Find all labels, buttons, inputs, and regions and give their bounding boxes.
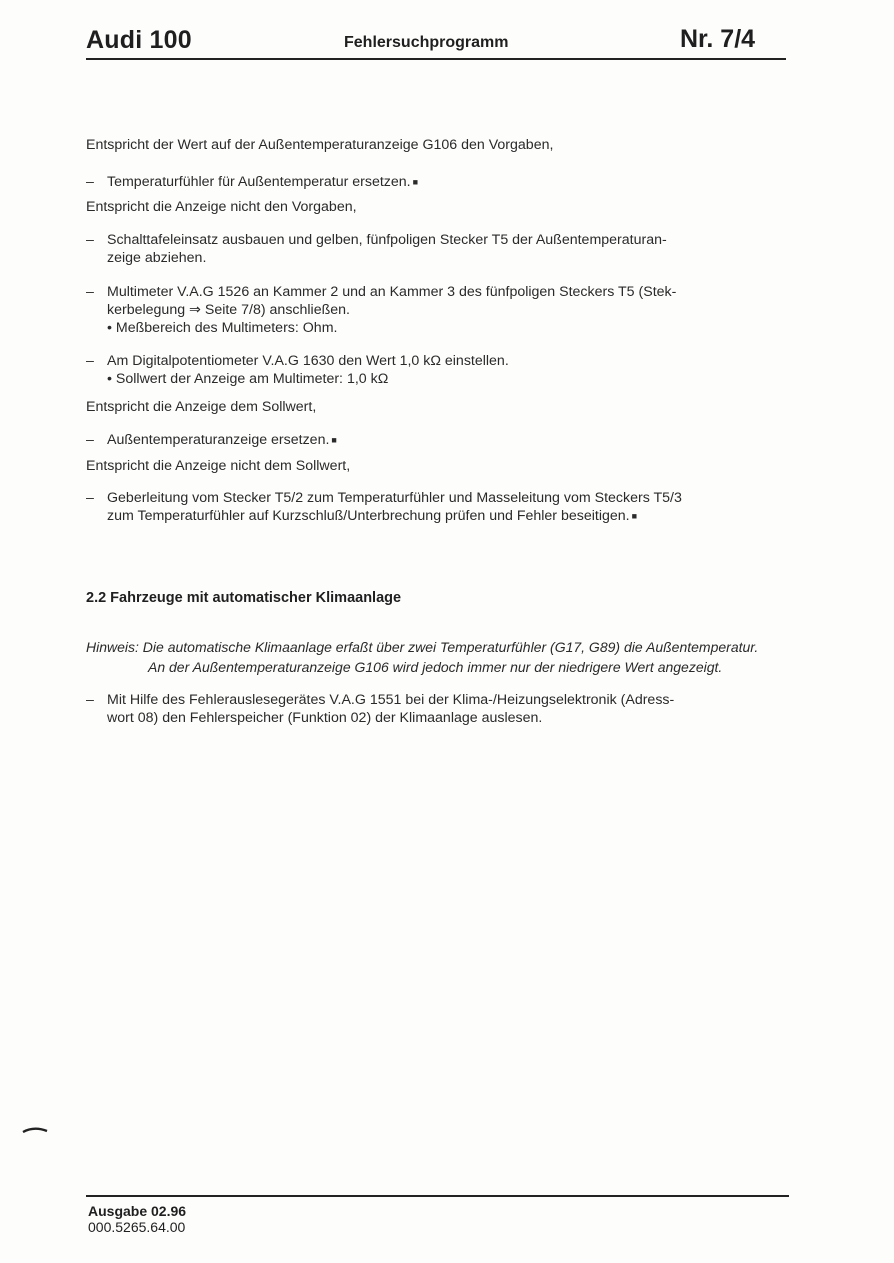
item-text: Temperaturfühler für Außentemperatur ersetzen. <box>107 174 411 190</box>
dash-marker: – <box>86 284 94 300</box>
section-heading: 2.2 Fahrzeuge mit automatischer Klimaanlage <box>86 590 402 606</box>
edition-label: Ausgabe 02.96 <box>88 1203 187 1219</box>
condition-text: Entspricht die Anzeige nicht den Vorgaben, <box>86 199 357 215</box>
list-item <box>86 231 766 267</box>
end-mark-icon: ■ <box>412 177 419 187</box>
dash-marker: – <box>86 174 94 190</box>
dash-marker: – <box>86 432 94 448</box>
condition-text: Entspricht die Anzeige dem Sollwert, <box>86 399 317 415</box>
item-text: Geberleitung vom Stecker T5/2 zum Temperaturfühler und Masseleitung vom Steckers T5/3 <box>107 490 682 506</box>
condition-text: Entspricht der Wert auf der Außentemperaturanzeige G106 den Vorgaben, <box>86 137 554 153</box>
header-rule <box>86 58 786 60</box>
item-text: kerbelegung ⇒ Seite 7/8) anschließen. <box>107 302 350 318</box>
document-title: Fehlersuchprogramm <box>344 34 509 51</box>
list-item <box>86 352 766 388</box>
list-item <box>86 283 766 337</box>
list-item <box>86 691 766 727</box>
footer-rule <box>86 1195 789 1197</box>
document-number: 000.5265.64.00 <box>88 1219 186 1235</box>
model-title: Audi 100 <box>86 26 192 54</box>
list-item <box>86 431 766 449</box>
item-text: wort 08) den Fehlerspeicher (Funktion 02) der Klimaanlage auslesen. <box>107 710 543 726</box>
item-text: Außentemperaturanzeige ersetzen. <box>107 432 330 448</box>
dash-marker: – <box>86 692 94 708</box>
dash-marker: – <box>86 490 94 506</box>
list-item <box>86 173 766 191</box>
item-text: zum Temperaturfühler auf Kurzschluß/Unterbrechung prüfen und Fehler beseitigen. <box>107 508 630 524</box>
item-text: zeige abziehen. <box>107 250 207 266</box>
page-number: Nr. 7/4 <box>680 25 756 53</box>
note-line: Hinweis: Die automatische Klimaanlage erfaßt über zwei Temperaturfühler (G17, G89) die Außentemperatur. <box>86 639 759 655</box>
end-mark-icon: ■ <box>631 511 638 521</box>
dash-marker: – <box>86 232 94 248</box>
item-text: Multimeter V.A.G 1526 an Kammer 2 und an Kammer 3 des fünfpoligen Steckers T5 (Stek- <box>107 284 677 300</box>
dash-marker: – <box>86 353 94 369</box>
item-text: Am Digitalpotentiometer V.A.G 1630 den Wert 1,0 kΩ einstellen. <box>107 353 509 369</box>
note-block <box>86 637 806 677</box>
list-item <box>86 489 766 525</box>
item-bullet: • Sollwert der Anzeige am Multimeter: 1,0 kΩ <box>107 371 389 387</box>
scan-mark <box>22 1127 48 1133</box>
note-line: An der Außentemperaturanzeige G106 wird jedoch immer nur der niedrigere Wert angezeigt. <box>148 659 723 675</box>
item-text: Schalttafeleinsatz ausbauen und gelben, fünfpoligen Stecker T5 der Außentemperaturan- <box>107 232 667 248</box>
condition-text: Entspricht die Anzeige nicht dem Sollwert, <box>86 458 351 474</box>
item-text: Mit Hilfe des Fehlerauslesegerätes V.A.G 1551 bei der Klima-/Heizungselektronik (Adress- <box>107 692 675 708</box>
end-mark-icon: ■ <box>331 435 337 445</box>
item-bullet: • Meßbereich des Multimeters: Ohm. <box>107 320 338 336</box>
